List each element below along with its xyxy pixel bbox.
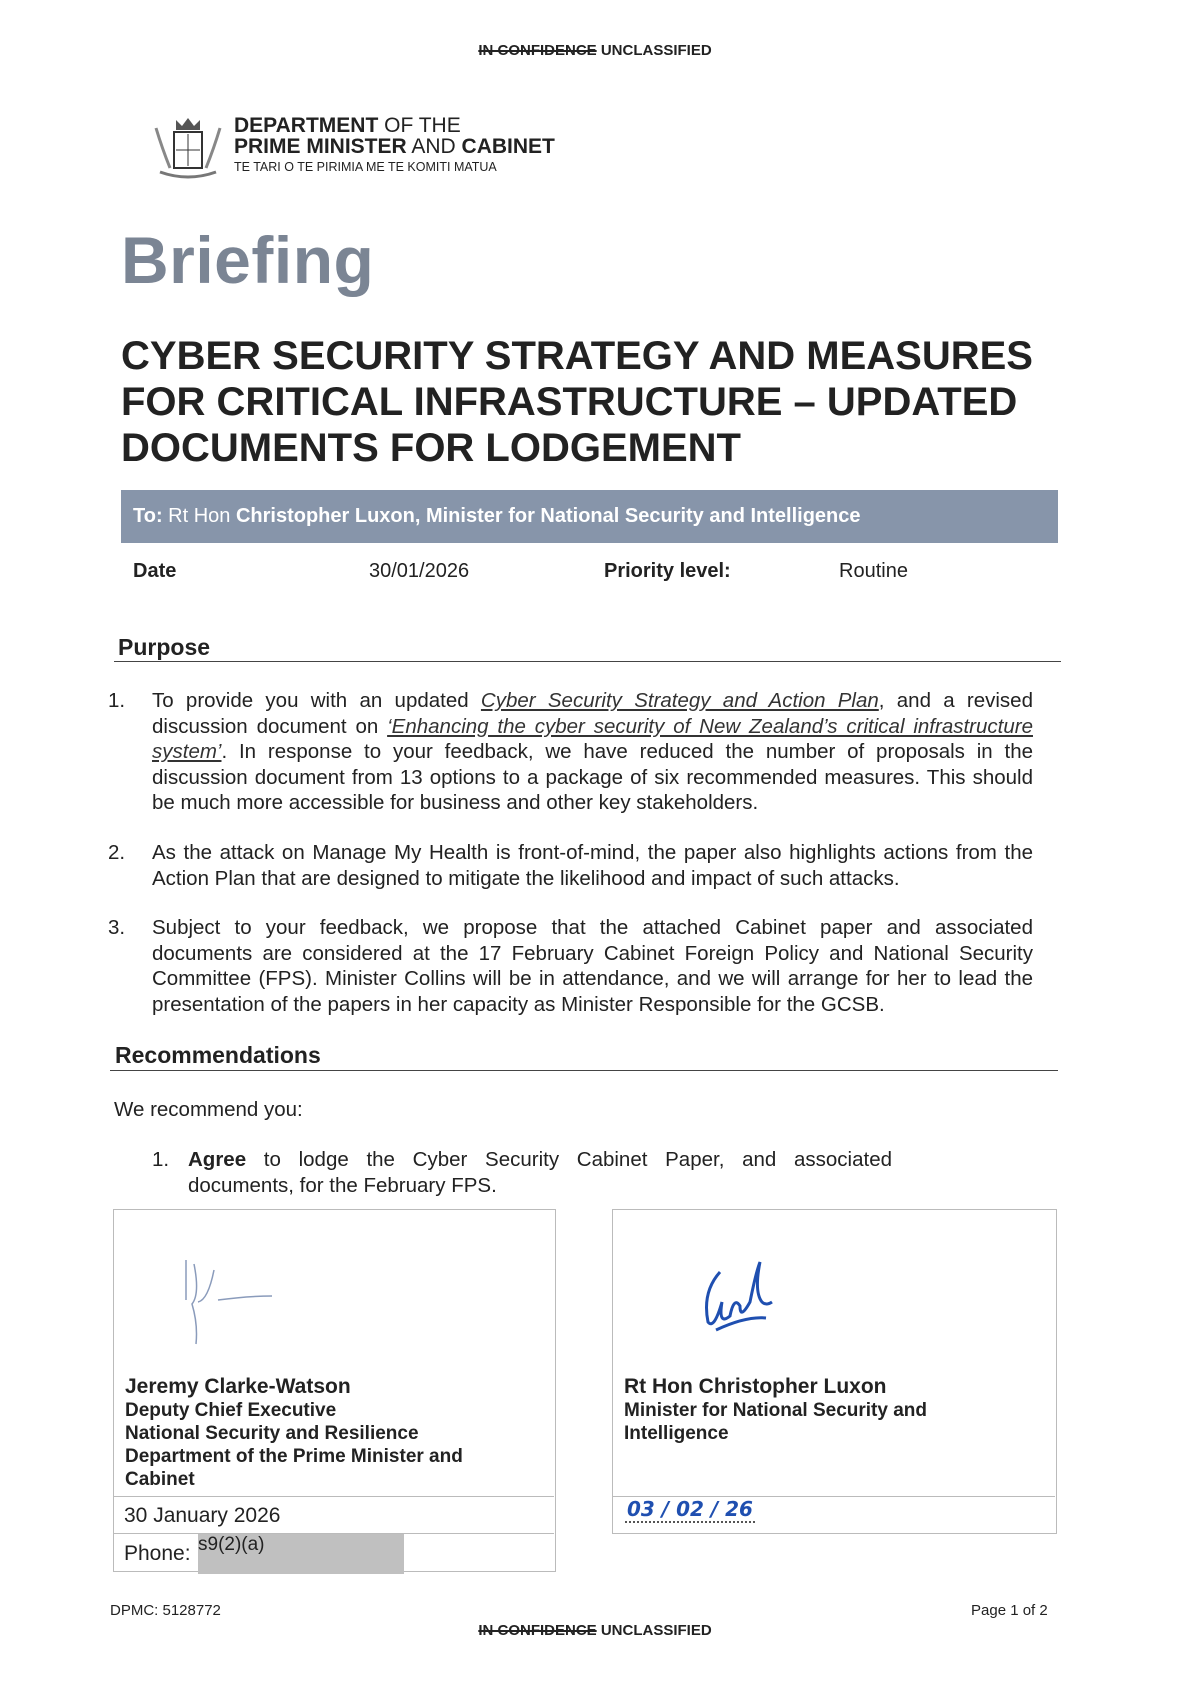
date-label: Date [133, 560, 177, 582]
handwritten-date: 03 / 02 / 26 [627, 1497, 753, 1521]
purpose-item: 3. Subject to your feedback, we propose that the attached Cabinet paper and associated documents are considered at the 17 February Cabinet Foreign Policy and National Security Committee (FPS). Minister Collins will be in attendance, and we will arrange for her to lead the presentation of the papers in her capacity as Minister Responsible for the GCSB. [108, 916, 1033, 1016]
signatory-title: Minister for National Security and [624, 1400, 927, 1421]
document-type: Briefing [121, 223, 375, 297]
current-classification: UNCLASSIFIED [600, 42, 712, 59]
recipient-bar: To: Rt Hon Christopher Luxon, Minister for National Security and Intelligence [121, 490, 1058, 543]
signatory-details [624, 1375, 927, 1445]
purpose-item: 2. As the attack on Manage My Health is front-of-mind, the paper also highlights actions from the Action Plan that are designed to mitigate the likelihood and impact of such attacks. [108, 841, 1033, 890]
handwritten-signature [174, 1250, 334, 1350]
signed-date: 30 January 2026 [114, 1496, 554, 1532]
security-marking-bottom [0, 1622, 1190, 1639]
signatory-title-cont: Intelligence [624, 1423, 729, 1444]
signatory-name: Jeremy Clarke-Watson [125, 1375, 351, 1398]
recommend-intro: We recommend you: [114, 1098, 303, 1121]
department-name: DEPARTMENT OF THE PRIME MINISTER AND CABINET TE TARI O TE PIRIMIA ME TE KOMITI MATUA [234, 115, 555, 178]
signed-date-row [613, 1496, 1055, 1534]
current-classification: UNCLASSIFIED [600, 1622, 712, 1639]
document-reference: DPMC: 5128772 [110, 1602, 221, 1619]
signatory-department: Department of the Prime Minister and Cabinet [125, 1446, 463, 1490]
signatory-details [125, 1375, 505, 1491]
page-number: Page 1 of 2 [971, 1602, 1048, 1619]
recommendation-item: 1. Agree to lodge the Cyber Security Cabinet Paper, and associated documents, for the February FPS. [152, 1148, 892, 1197]
phone-row: Phone: s9(2)(a) [114, 1533, 554, 1571]
struck-classification: IN CONFIDENCE [478, 42, 597, 59]
security-marking-top [0, 42, 1190, 59]
priority-label: Priority level: [604, 560, 731, 582]
signature-box-minister [612, 1209, 1057, 1534]
priority-value: Routine [839, 560, 908, 582]
handwritten-signature [698, 1260, 808, 1350]
signatory-title: Deputy Chief Executive [125, 1400, 337, 1421]
purpose-item: 1. To provide you with an updated Cyber Security Strategy and Action Plan, and a revised discussion document on ‘Enhancing the cyber security of New Zealand’s critical infrastructure system’. In response to your feedback, we have reduced the number of proposals in the discussion document from 13 options to a package of six recommended measures. This should be much more accessible for business and other key stakeholders. [108, 689, 1033, 814]
recommendations-heading: Recommendations [115, 1042, 321, 1068]
signatory-name: Rt Hon Christopher Luxon [624, 1375, 887, 1398]
divider [114, 661, 1061, 662]
maori-name: TE TARI O TE PIRIMIA ME TE KOMITI MATUA [234, 160, 497, 174]
strategy-link[interactable]: Cyber Security Strategy and Action Plan [480, 689, 879, 712]
discussion-document-link[interactable]: ‘Enhancing the cyber security of New Zealand’s critical infrastructure system’ [152, 714, 1033, 763]
redaction-block: s9(2)(a) [198, 1534, 404, 1574]
divider [110, 1070, 1058, 1071]
struck-classification: IN CONFIDENCE [478, 1622, 597, 1639]
signatory-unit: National Security and Resilience [125, 1423, 419, 1444]
purpose-heading: Purpose [118, 634, 211, 660]
signature-box-official [113, 1209, 556, 1572]
coat-of-arms-logo [150, 112, 226, 180]
date-value: 30/01/2026 [369, 560, 470, 582]
document-title: CYBER SECURITY STRATEGY AND MEASURES FOR CRITICAL INFRASTRUCTURE – UPDATED DOCUMENTS FOR LODGEMENT [121, 334, 1033, 470]
